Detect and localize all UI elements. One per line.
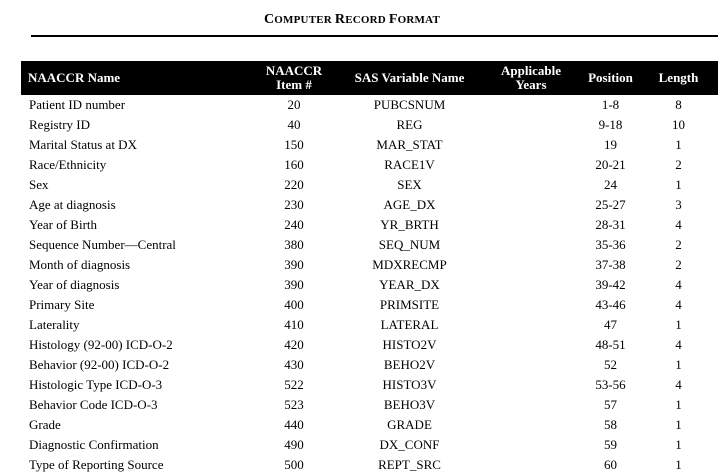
- table-row: [21, 375, 718, 395]
- cell-applicable-years: [480, 355, 582, 375]
- cell-item-number: 150: [284, 137, 304, 152]
- header-naaccr-name: NAACCR Name: [21, 61, 249, 95]
- cell-length: 4: [675, 217, 682, 232]
- table-row: [21, 175, 718, 195]
- page-title: COMPUTER RECORD FORMAT: [263, 12, 440, 27]
- cell-applicable-years: [480, 255, 582, 275]
- cell-position: 1-8: [601, 97, 620, 112]
- header-item-number: NAACCR Item #: [249, 61, 339, 95]
- cell-length: 2: [675, 157, 682, 172]
- table-row: [21, 215, 718, 235]
- cell-sas-variable: MDXRECMP: [372, 257, 447, 272]
- cell-applicable-years: [480, 455, 582, 475]
- cell-item-number: 390: [284, 277, 304, 292]
- cell-applicable-years: [480, 335, 582, 355]
- cell-item-number: 440: [284, 417, 304, 432]
- cell-sas-variable: GRADE: [387, 417, 432, 432]
- cell-position: 53-56: [595, 377, 626, 392]
- cell-sas-variable: AGE_DX: [383, 197, 436, 212]
- cell-sas-variable: BEHO3V: [383, 397, 436, 412]
- cell-length: 2: [675, 257, 682, 272]
- cell-naaccr-name: Month of diagnosis: [29, 257, 131, 272]
- cell-position: 37-38: [595, 257, 626, 272]
- cell-naaccr-name: Year of Birth: [29, 217, 98, 232]
- cell-length: 1: [675, 177, 682, 192]
- cell-position: 57: [604, 397, 617, 412]
- cell-item-number: 522: [284, 377, 304, 392]
- header-position: Position: [582, 61, 639, 95]
- table-row: [21, 295, 718, 315]
- cell-position: 24: [604, 177, 617, 192]
- cell-item-number: 380: [284, 237, 304, 252]
- cell-length: 4: [675, 337, 682, 352]
- cell-sas-variable: RACE1V: [384, 157, 435, 172]
- cell-applicable-years: [480, 155, 582, 175]
- table-row: [21, 355, 718, 375]
- cell-item-number: 160: [284, 157, 304, 172]
- cell-sas-variable: BEHO2V: [383, 357, 436, 372]
- cell-item-number: 400: [284, 297, 304, 312]
- cell-sas-variable: REPT_SRC: [378, 457, 441, 472]
- cell-item-number: 20: [287, 97, 301, 112]
- cell-applicable-years: [480, 315, 582, 335]
- cell-position: 47: [604, 317, 617, 332]
- cell-length: 1: [675, 437, 682, 452]
- cell-applicable-years: [480, 415, 582, 435]
- cell-sas-variable: HISTO3V: [382, 377, 437, 392]
- cell-sas-variable: SEX: [397, 177, 422, 192]
- cell-length: 1: [675, 357, 682, 372]
- cell-item-number: 230: [284, 197, 304, 212]
- cell-applicable-years: [480, 435, 582, 455]
- cell-length: 3: [675, 197, 682, 212]
- header-length: Length: [639, 61, 718, 95]
- cell-applicable-years: [480, 135, 582, 155]
- cell-position: 58: [604, 417, 617, 432]
- cell-position: 48-51: [595, 337, 626, 352]
- cell-naaccr-name: Primary Site: [29, 297, 95, 312]
- table-row: [21, 395, 718, 415]
- cell-naaccr-name: Marital Status at DX: [29, 137, 137, 152]
- cell-naaccr-name: Race/Ethnicity: [29, 157, 107, 172]
- cell-position: 19: [604, 137, 617, 152]
- cell-item-number: 220: [284, 177, 304, 192]
- cell-position: 60: [604, 457, 617, 472]
- cell-naaccr-name: Registry ID: [29, 117, 91, 132]
- cell-naaccr-name: Sex: [29, 177, 49, 192]
- cell-length: 2: [675, 237, 682, 252]
- table-row: [21, 135, 718, 155]
- table-row: [21, 335, 718, 355]
- cell-sas-variable: YEAR_DX: [379, 277, 440, 292]
- cell-applicable-years: [480, 295, 582, 315]
- cell-item-number: 40: [287, 117, 301, 132]
- cell-applicable-years: [480, 275, 582, 295]
- cell-length: 10: [672, 117, 685, 132]
- cell-length: 4: [675, 297, 682, 312]
- header-sas-variable: SAS Variable Name: [339, 61, 480, 95]
- table-row: [21, 95, 718, 115]
- cell-applicable-years: [480, 235, 582, 255]
- cell-applicable-years: [480, 375, 582, 395]
- cell-sas-variable: HISTO2V: [382, 337, 437, 352]
- cell-sas-variable: PRIMSITE: [379, 297, 440, 312]
- table-row: [21, 275, 718, 295]
- table-header: [21, 61, 718, 95]
- cell-naaccr-name: Laterality: [29, 317, 80, 332]
- table-row: [21, 315, 718, 335]
- cell-naaccr-name: Type of Reporting Source: [29, 457, 164, 472]
- cell-length: 8: [675, 97, 682, 112]
- table-row: [21, 155, 718, 175]
- cell-item-number: 523: [284, 397, 304, 412]
- cell-length: 4: [675, 377, 682, 392]
- cell-position: 25-27: [595, 197, 626, 212]
- cell-applicable-years: [480, 95, 582, 115]
- cell-length: 1: [675, 417, 682, 432]
- cell-length: 4: [675, 277, 682, 292]
- cell-naaccr-name: Year of diagnosis: [29, 277, 120, 292]
- cell-position: 39-42: [595, 277, 626, 292]
- cell-sas-variable: PUBCSNUM: [373, 97, 446, 112]
- cell-item-number: 500: [284, 457, 304, 472]
- table-row: [21, 235, 718, 255]
- cell-length: 1: [675, 457, 682, 472]
- cell-length: 1: [675, 397, 682, 412]
- cell-applicable-years: [480, 195, 582, 215]
- cell-item-number: 420: [284, 337, 304, 352]
- header-applicable-years: Applicable Years: [480, 61, 582, 95]
- table-row: [21, 115, 718, 135]
- table-row: [21, 455, 718, 475]
- cell-naaccr-name: Diagnostic Confirmation: [29, 437, 159, 452]
- cell-position: 28-31: [595, 217, 626, 232]
- cell-sas-variable: SEQ_NUM: [378, 237, 441, 252]
- cell-naaccr-name: Grade: [29, 417, 61, 432]
- table-row: [21, 255, 718, 275]
- cell-position: 43-46: [595, 297, 626, 312]
- table-body: [21, 95, 718, 475]
- cell-sas-variable: REG: [396, 117, 423, 132]
- cell-applicable-years: [480, 115, 582, 135]
- cell-item-number: 430: [284, 357, 304, 372]
- table-row: [21, 195, 718, 215]
- cell-position: 9-18: [598, 117, 623, 132]
- cell-position: 35-36: [595, 237, 626, 252]
- cell-naaccr-name: Patient ID number: [29, 97, 126, 112]
- cell-position: 52: [604, 357, 617, 372]
- cell-applicable-years: [480, 395, 582, 415]
- cell-item-number: 240: [284, 217, 304, 232]
- cell-naaccr-name: Behavior (92-00) ICD-O-2: [29, 357, 170, 372]
- table-row: [21, 435, 718, 455]
- cell-item-number: 490: [284, 437, 304, 452]
- cell-sas-variable: DX_CONF: [379, 437, 440, 452]
- cell-naaccr-name: Age at diagnosis: [29, 197, 116, 212]
- cell-position: 20-21: [595, 157, 626, 172]
- cell-applicable-years: [480, 215, 582, 235]
- cell-naaccr-name: Behavior Code ICD-O-3: [29, 397, 158, 412]
- cell-sas-variable: YR_BRTH: [380, 217, 439, 232]
- cell-length: 1: [675, 137, 682, 152]
- cell-sas-variable: LATERAL: [380, 317, 439, 332]
- title-rule: [31, 35, 718, 37]
- record-format-table: [21, 61, 718, 475]
- cell-naaccr-name: Histologic Type ICD-O-3: [29, 377, 163, 392]
- cell-naaccr-name: Histology (92-00) ICD-O-2: [29, 337, 173, 352]
- cell-item-number: 410: [284, 317, 304, 332]
- table-row: [21, 415, 718, 435]
- cell-sas-variable: MAR_STAT: [376, 137, 443, 152]
- cell-position: 59: [604, 437, 617, 452]
- cell-length: 1: [675, 317, 682, 332]
- cell-applicable-years: [480, 175, 582, 195]
- cell-naaccr-name: Sequence Number—Central: [29, 237, 176, 252]
- cell-item-number: 390: [284, 257, 304, 272]
